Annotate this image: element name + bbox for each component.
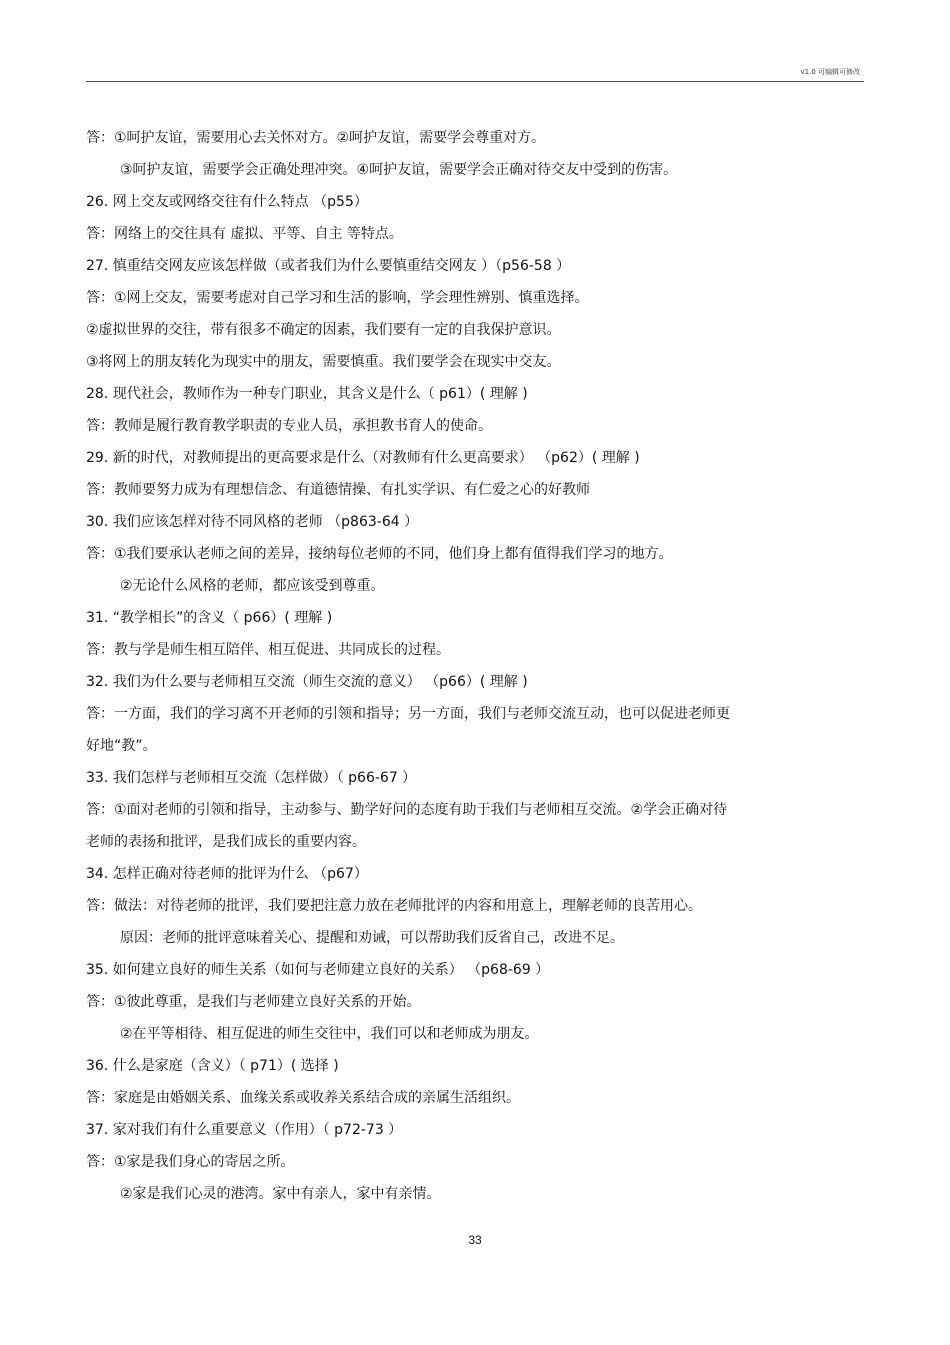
text-line: 31. “教学相长”的含义（ p66）( 理解 )	[86, 610, 333, 626]
page-number: 33	[468, 1233, 482, 1247]
text-line: 答：教师是履行教育教学职责的专业人员，承担教书育人的使命。	[86, 418, 492, 434]
text-line: ②无论什么风格的老师，都应该受到尊重。	[120, 578, 385, 594]
text-line: ②虚拟世界的交往，带有很多不确定的因素，我们要有一定的自我保护意识。	[86, 322, 561, 338]
document-body	[86, 122, 786, 1210]
text-line: 36. 什么是家庭（含义）（ p71）( 选择 )	[86, 1058, 339, 1074]
text-line: 答：①家是我们身心的寄居之所。	[86, 1154, 295, 1170]
text-line: 37. 家对我们有什么重要意义（作用）（ p72-73 ）	[86, 1122, 403, 1138]
header-version-text: v1.0 可编辑可修改	[800, 68, 860, 76]
text-line: 29. 新的时代，对教师提出的更高要求是什么（对教师有什么更高要求） （p62）( 理解 )	[86, 450, 640, 466]
text-line: 28. 现代社会，教师作为一种专门职业，其含义是什么（ p61）( 理解 )	[86, 386, 528, 402]
text-line: 答：教与学是师生相互陪伴、相互促进、共同成长的过程。	[86, 642, 450, 658]
text-line: 好地“教”。	[86, 738, 157, 754]
text-line: 答：一方面，我们的学习离不开老师的引领和指导；另一方面，我们与老师交流互动，也可以促进老师更	[86, 706, 730, 722]
page-header	[86, 64, 864, 82]
text-line: 答：做法：对待老师的批评，我们要把注意力放在老师批评的内容和用意上，理解老师的良苦用心。	[86, 898, 702, 914]
text-line: ②在平等相待、相互促进的师生交往中，我们可以和老师成为朋友。	[120, 1026, 539, 1042]
text-line: 32. 我们为什么要与老师相互交流（师生交流的意义） （p66）( 理解 )	[86, 674, 528, 690]
text-line: 34. 怎样正确对待老师的批评为什么 （p67）	[86, 866, 368, 882]
text-line: 27. 慎重结交网友应该怎样做（或者我们为什么要慎重结交网友 ）（p56-58 ）	[86, 258, 571, 274]
text-line: 答：①我们要承认老师之间的差异，接纳每位老师的不同，他们身上都有值得我们学习的地方。	[86, 546, 673, 562]
text-line: ③呵护友谊，需要学会正确处理冲突。④呵护友谊，需要学会正确对待交友中受到的伤害。	[120, 162, 678, 178]
text-line: 原因：老师的批评意味着关心、提醒和劝诫，可以帮助我们反省自己，改进不足。	[120, 930, 624, 946]
text-line: 26. 网上交友或网络交往有什么特点 （p55）	[86, 194, 368, 210]
text-line: 35. 如何建立良好的师生关系（如何与老师建立良好的关系） （p68-69 ）	[86, 962, 550, 978]
text-line: ③将网上的朋友转化为现实中的朋友，需要慎重。我们要学会在现实中交友。	[86, 354, 561, 370]
text-line: 答：网络上的交往具有 虚拟、平等、自主 等特点。	[86, 226, 403, 242]
text-line: 答：①面对老师的引领和指导，主动参与、勤学好问的态度有助于我们与老师相互交流。②学会正确对待	[86, 802, 728, 818]
text-line: 答：教师要努力成为有理想信念、有道德情操、有扎实学识、有仁爱之心的好教师	[86, 482, 590, 498]
text-line: 答：①呵护友谊，需要用心去关怀对方。②呵护友谊，需要学会尊重对方。	[86, 130, 546, 146]
text-line: 33. 我们怎样与老师相互交流（怎样做）（ p66-67 ）	[86, 770, 417, 786]
text-line: 答：①彼此尊重，是我们与老师建立良好关系的开始。	[86, 994, 421, 1010]
text-line: ②家是我们心灵的港湾。家中有亲人，家中有亲情。	[120, 1186, 441, 1202]
text-line: 答：①网上交友，需要考虑对自己学习和生活的影响，学会理性辨别、慎重选择。	[86, 290, 589, 306]
text-line: 答：家庭是由婚姻关系、血缘关系或收养关系结合成的亲属生活组织。	[86, 1090, 520, 1106]
text-line: 老师的表扬和批评，是我们成长的重要内容。	[86, 834, 366, 850]
text-line: 30. 我们应该怎样对待不同风格的老师 （p863-64 ）	[86, 514, 419, 530]
